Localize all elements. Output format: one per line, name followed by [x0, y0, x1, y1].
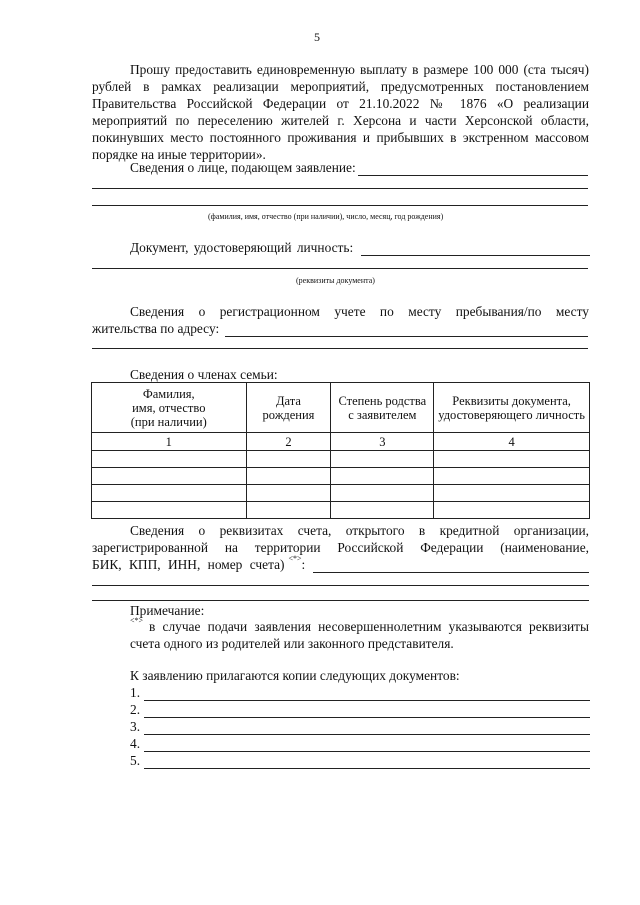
attachment-field[interactable]	[144, 722, 590, 735]
note-text: счета одного из родителей или законного представителя.	[130, 636, 454, 651]
note-text: в случае подачи заявления несовершеннолетним указываются реквизиты	[149, 619, 589, 634]
account-row	[92, 556, 589, 573]
table-row	[92, 451, 590, 468]
column-number: 4	[434, 433, 590, 451]
applicant-caption: (фамилия, имя, отчество (при наличии), число, месяц, год рождения)	[208, 212, 444, 221]
table-cell[interactable]	[331, 485, 434, 502]
table-row	[92, 485, 590, 502]
list-item-number: 4.	[130, 736, 141, 751]
column-number: 3	[331, 433, 434, 451]
table-cell[interactable]	[92, 451, 247, 468]
account-field-line[interactable]	[92, 585, 589, 586]
attachment-field[interactable]	[144, 688, 590, 701]
list-item	[130, 718, 590, 735]
header-cell-name: Фамилия, имя, отчество (при наличии)	[92, 383, 247, 433]
list-item	[130, 752, 590, 769]
table-cell[interactable]	[92, 468, 247, 485]
table-cell[interactable]	[434, 485, 590, 502]
attachments-label: К заявлению прилагаются копии следующих документов:	[130, 668, 460, 683]
footnote-mark: <*>	[288, 554, 302, 563]
table-cell[interactable]	[331, 502, 434, 519]
note-line	[130, 618, 589, 635]
account-colon: :	[301, 557, 306, 572]
registration-field-line[interactable]	[92, 348, 588, 349]
request-line: Правительства Российской Федерации от 21.10.2022 № 1876 «О реализации	[92, 96, 589, 111]
applicant-field-line[interactable]	[92, 188, 588, 189]
table-cell[interactable]	[246, 502, 331, 519]
attachment-field[interactable]	[144, 705, 590, 718]
identity-doc-field-line[interactable]	[92, 268, 588, 269]
table-cell[interactable]	[434, 502, 590, 519]
table-row	[92, 502, 590, 519]
identity-doc-row	[130, 239, 590, 256]
family-label: Сведения о членах семьи:	[130, 367, 278, 382]
account-line: зарегистрированной на территории Российской Федерации (наименование,	[92, 540, 589, 555]
applicant-label: Сведения о лице, подающем заявление:	[130, 160, 356, 175]
note-title: Примечание:	[130, 603, 205, 618]
attachments-list	[130, 684, 590, 769]
column-number: 2	[246, 433, 331, 451]
registration-row	[92, 320, 588, 337]
registration-label: жительства по адресу:	[92, 321, 220, 336]
table-cell[interactable]	[434, 451, 590, 468]
table-cell[interactable]	[246, 485, 331, 502]
family-table	[91, 382, 590, 519]
list-item-number: 3.	[130, 719, 141, 734]
request-line: мероприятий по переселению жителей г. Херсона и части Херсонской области,	[92, 113, 589, 128]
list-item	[130, 735, 590, 752]
account-field[interactable]	[313, 560, 589, 573]
registration-field[interactable]	[225, 324, 588, 337]
registration-line: Сведения о регистрационном учете по месту пребывания/по месту	[130, 304, 589, 319]
table-cell[interactable]	[434, 468, 590, 485]
table-cell[interactable]	[246, 451, 331, 468]
applicant-field-line[interactable]	[92, 205, 588, 206]
request-line: Прошу предоставить единовременную выплату в размере 100 000 (ста тысяч)	[130, 62, 589, 77]
list-item-number: 5.	[130, 753, 141, 768]
applicant-row	[130, 159, 588, 176]
table-cell[interactable]	[331, 468, 434, 485]
list-item	[130, 701, 590, 718]
column-number: 1	[92, 433, 247, 451]
header-cell-document: Реквизиты документа, удостоверяющего личность	[434, 383, 590, 433]
account-line: Сведения о реквизитах счета, открытого в кредитной организации,	[130, 523, 589, 538]
identity-doc-label: Документ, удостоверяющий личность:	[130, 240, 354, 255]
header-cell-relation: Степень родства с заявителем	[331, 383, 434, 433]
family-table-header	[92, 383, 590, 433]
family-table-number-row	[92, 433, 590, 451]
attachment-field[interactable]	[144, 756, 590, 769]
header-cell-birthdate: Дата рождения	[246, 383, 331, 433]
account-label: БИК, КПП, ИНН, номер счета)	[92, 557, 285, 572]
table-cell[interactable]	[92, 485, 247, 502]
identity-doc-caption: (реквизиты документа)	[296, 276, 375, 285]
list-item-number: 1.	[130, 685, 141, 700]
applicant-field[interactable]	[358, 163, 588, 176]
table-cell[interactable]	[92, 502, 247, 519]
account-field-line[interactable]	[92, 600, 589, 601]
request-line: покинувших место постоянного проживания и прибывших в экстренном массовом	[92, 130, 589, 145]
list-item	[130, 684, 590, 701]
list-item-number: 2.	[130, 702, 141, 717]
attachment-field[interactable]	[144, 739, 590, 752]
page-number: 5	[314, 30, 320, 44]
note-mark: <*>	[130, 616, 144, 625]
request-line: рублей в рамках реализации мероприятий, предусмотренных постановлением	[92, 79, 589, 94]
table-row	[92, 468, 590, 485]
request-line: порядке на иные территории».	[92, 147, 266, 162]
request-paragraph	[92, 61, 589, 163]
table-cell[interactable]	[331, 451, 434, 468]
table-cell[interactable]	[246, 468, 331, 485]
identity-doc-field[interactable]	[361, 243, 590, 256]
